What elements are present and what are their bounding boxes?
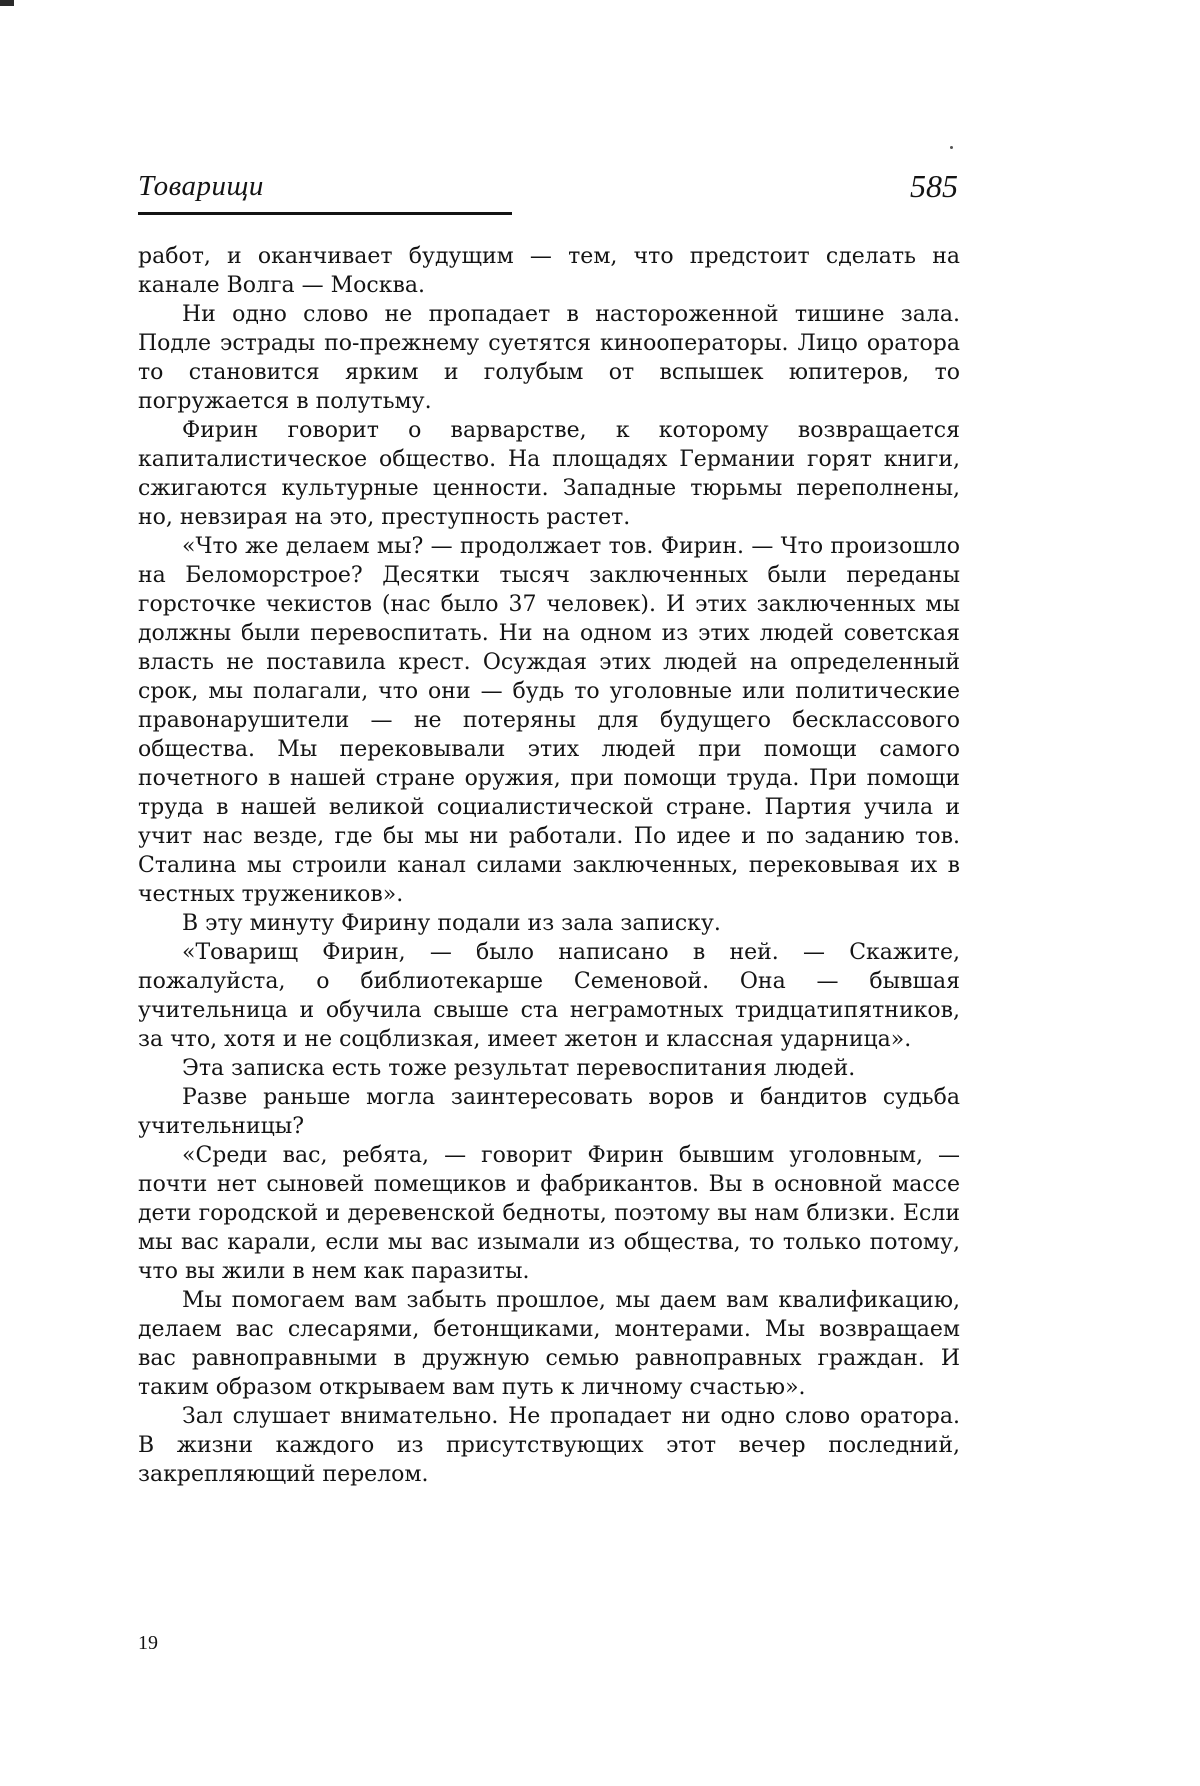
header-rule	[138, 212, 512, 215]
paragraph: «Товарищ Фирин, — было написано в ней. — Скажите, пожалуйста, о библиотекарше Семеновой. Она — бывшая учительница и обучила свыше ста неграмотных тридцатипятников, за что, хотя и не соцблизкая, имеет жетон и классная ударница».	[138, 940, 960, 1052]
page-number: 585	[910, 168, 958, 204]
paragraph: Разве раньше могла заинтересовать воров и бандитов судьба учительницы?	[138, 1085, 960, 1139]
text-body	[138, 242, 960, 1489]
paragraph: Эта записка есть тоже результат перевоспитания людей.	[182, 1056, 856, 1081]
paragraph: Фирин говорит о варварстве, к которому возвращается капиталистическое общество. На площадях Германии горят книги, сжигаются культурные ценности. Западные тюрьмы переполнены, но, невзирая на это, преступность растет.	[138, 418, 960, 530]
scan-corner-mark	[0, 0, 14, 6]
paragraph: В эту минуту Фирину подали из зала записку.	[182, 911, 721, 936]
scan-speck	[950, 146, 953, 149]
printer-signature-mark: 19	[138, 1632, 158, 1654]
paragraph: Ни одно слово не пропадает в настороженной тишине зала. Подле эстрады по-прежнему суетятся кинооператоры. Лицо оратора то становится ярким и голубым от вспышек юпитеров, то погружается в полутьму.	[138, 302, 960, 414]
paragraph: Мы помогаем вам забыть прошлое, мы даем вам квалификацию, делаем вас слесарями, бетонщиками, монтерами. Мы возвращаем вас равноправными в дружную семью равноправных граждан. И таким образом открываем вам путь к личному счастью».	[138, 1288, 960, 1400]
paragraph: Зал слушает внимательно. Не пропадает ни одно слово оратора. В жизни каждого из присутствующих этот вечер последний, закрепляющий перелом.	[138, 1404, 960, 1487]
running-title: Товарищи	[138, 170, 264, 202]
paragraph: «Среди вас, ребята, — говорит Фирин бывшим уголовным, — почти нет сыновей помещиков и фабрикантов. Вы в основной массе дети городской и деревенской бедноты, поэтому вы нам близки. Если мы вас карали, если мы вас изымали из общества, то только потому, что вы жили в нем как паразиты.	[138, 1143, 960, 1284]
page-header	[138, 168, 958, 216]
paragraph: работ, и оканчивает будущим — тем, что предстоит сделать на канале Волга — Москва.	[138, 244, 960, 298]
paragraph: «Что же делаем мы? — продолжает тов. Фирин. — Что произошло на Беломорстрое? Десятки тысяч заключенных были переданы горсточке чекистов (нас было 37 человек). И этих заключенных мы должны были перевоспитать. Ни на одном из этих людей советская власть не поставила крест. Осуждая этих людей на определенный срок, мы полагали, что они — будь то уголовные или политические правонарушители — не потеряны для будущего бесклассового общества. Мы перековывали этих людей при помощи самого почетного в нашей стране оружия, при помощи труда. При помощи труда в нашей великой социалистической стране. Партия учила и учит нас везде, где бы мы ни работали. По идее и по заданию тов. Сталина мы строили канал силами заключенных, перековывая их в честных тружеников».	[138, 534, 960, 907]
